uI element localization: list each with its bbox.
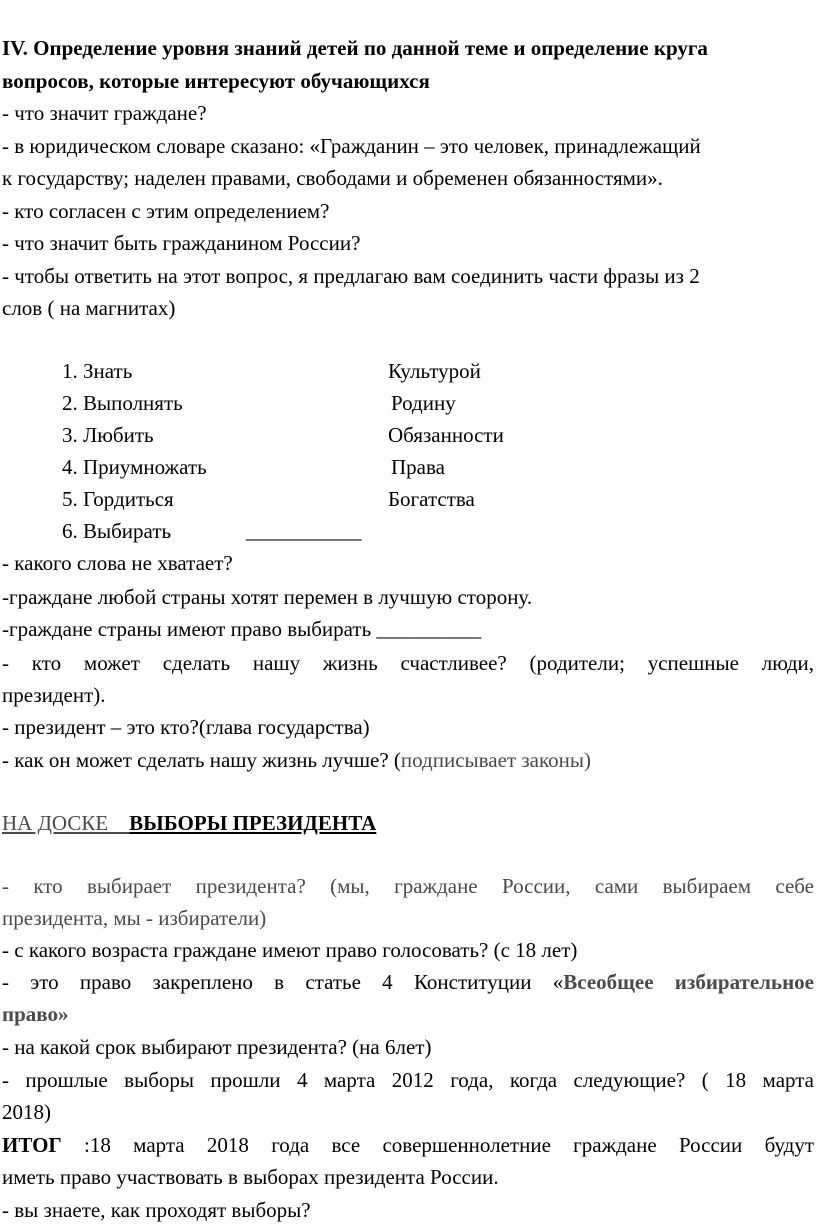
statement-right-to-choose: -граждане страны имеют право выбирать __________	[2, 617, 482, 641]
statement-constitution-text: - это право закреплено в статье 4 Конституции «	[2, 970, 564, 994]
board-heading	[2, 808, 376, 838]
question-missing-word: - какого слова не хватает?	[2, 551, 233, 575]
match-right-5: Богатства	[388, 487, 475, 511]
instruction-line-1: - чтобы ответить на этот вопрос, я предлагаю вам соединить части фразы из 2	[2, 264, 700, 288]
question-happier-life-line-2: президент).	[2, 683, 106, 707]
question-voting-age: - с какого возраста граждане имеют право голосовать? (с 18 лет)	[2, 938, 578, 962]
match-right-4: Права	[391, 455, 445, 479]
statement-constitution-line-2: право»	[2, 1002, 69, 1026]
question-next-elections-line-1: - прошлые выборы прошли 4 марта 2012 года, когда следующие? ( 18 марта	[2, 1068, 814, 1092]
answer-signs-laws: подписывает законы)	[400, 748, 591, 772]
match-right-6-blank: ___________	[246, 519, 362, 543]
match-left-3: 3. Любить	[62, 423, 154, 447]
question-citizens-meaning: - что значит граждане?	[2, 101, 207, 125]
question-agree: - кто согласен с этим определением?	[2, 199, 330, 223]
dictionary-quote-line-2: к государству; наделен правами, свободами и обременен обязанностями».	[2, 166, 663, 190]
match-left-1: 1. Знать	[62, 359, 133, 383]
statement-constitution-line-1	[2, 967, 814, 997]
statement-change: -граждане любой страны хотят перемен в лучшую сторону.	[2, 585, 533, 609]
summary-line-1	[2, 1130, 814, 1160]
question-citizen-of-russia: - что значит быть гражданином России?	[2, 231, 361, 255]
summary-text: :18 марта 2018 года все совершеннолетние граждане России будут	[61, 1133, 814, 1157]
match-left-2: 2. Выполнять	[62, 391, 183, 415]
section-heading-line-2: вопросов, которые интересуют обучающихся	[2, 69, 430, 93]
board-title: ВЫБОРЫ ПРЕЗИДЕНТА	[129, 811, 377, 835]
match-right-2: Родину	[391, 391, 456, 415]
summary-label: ИТОГ	[2, 1133, 62, 1157]
question-better-life	[2, 745, 591, 775]
question-term: - на какой срок выбирают президента? (на 6лет)	[2, 1035, 432, 1059]
question-who-elects-line-2: президента, мы - избиратели)	[2, 906, 267, 930]
match-left-5: 5. Гордиться	[62, 487, 174, 511]
question-who-elects-line-1: - кто выбирает президента? (мы, граждане России, сами выбираем себе	[2, 874, 814, 898]
question-happier-life-line-1: - кто может сделать нашу жизнь счастливее? (родители; успешные люди,	[2, 651, 814, 675]
match-left-6: 6. Выбирать	[62, 519, 172, 543]
match-right-3: Обязанности	[388, 423, 504, 447]
match-left-4: 4. Приумножать	[62, 455, 207, 479]
summary-line-2: иметь право участвовать в выборах президента России.	[2, 1165, 499, 1189]
question-president: - президент – это кто?(глава государства)	[2, 715, 370, 739]
instruction-line-2: слов ( на магнитах)	[2, 296, 176, 320]
section-heading-line-1: IV. Определение уровня знаний детей по данной теме и определение круга	[2, 36, 708, 60]
dictionary-quote-line-1: - в юридическом словаре сказано: «Гражданин – это человек, принадлежащий	[2, 134, 701, 158]
question-better-life-text: - как он может сделать нашу жизнь лучше? (	[2, 748, 401, 772]
universal-suffrage-term: Всеобщее избирательное	[563, 970, 814, 994]
question-next-elections-line-2: 2018)	[2, 1100, 51, 1124]
board-label: НА ДОСКЕ	[2, 811, 130, 835]
match-right-1: Культурой	[388, 359, 481, 383]
question-how-elections: - вы знаете, как проходят выборы?	[2, 1198, 311, 1222]
